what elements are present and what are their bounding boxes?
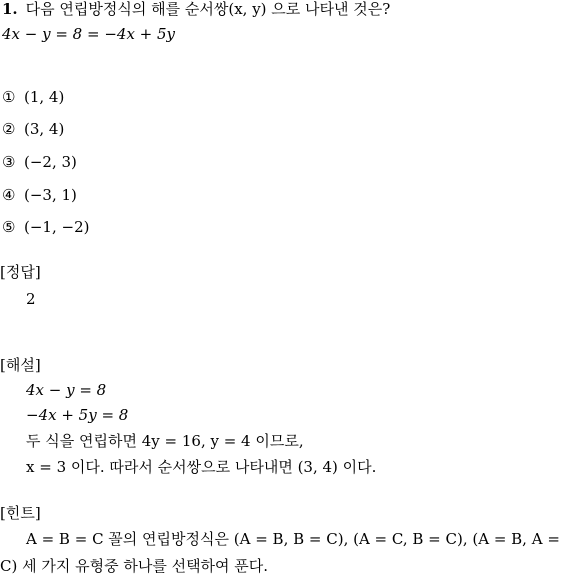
question-equation: 4x − y = 8 = −4x + 5y — [2, 25, 176, 43]
choice-1-mark: ① — [2, 88, 16, 106]
answer-value: 2 — [26, 290, 36, 308]
choice-5-value: (−1, −2) — [24, 218, 90, 236]
explanation-line-3: 두 식을 연립하면 4y = 16, y = 4 이므로, — [26, 432, 304, 450]
choice-3-mark: ③ — [2, 153, 16, 171]
question-number: 1. — [2, 0, 18, 18]
choice-4-mark: ④ — [2, 186, 16, 204]
choice-5[interactable] — [2, 218, 89, 237]
choice-2-mark: ② — [2, 120, 16, 138]
question-text: 다음 연립방정식의 해를 순서쌍(x, y) 으로 나타낸 것은? — [25, 0, 391, 18]
answer-label: [정답] — [0, 263, 41, 281]
choice-2[interactable] — [2, 120, 64, 139]
choice-4[interactable] — [2, 186, 77, 205]
explanation-line-1: 4x − y = 8 — [26, 381, 107, 399]
choice-2-value: (3, 4) — [24, 120, 65, 138]
hint-text: A = B = C 꼴의 연립방정식은 (A = B, B = C), (A = C, B = C), (A = B, A = C) 세 가지 유형중 하나를 선택하여 푼다. — [0, 530, 560, 575]
choice-5-mark: ⑤ — [2, 218, 16, 236]
choice-3-value: (−2, 3) — [24, 153, 77, 171]
choice-1-value: (1, 4) — [24, 88, 65, 106]
choice-4-value: (−3, 1) — [24, 186, 77, 204]
choice-1[interactable] — [2, 88, 64, 107]
choice-3[interactable] — [2, 153, 77, 172]
explanation-line-2: −4x + 5y = 8 — [26, 406, 129, 424]
question-header — [2, 0, 390, 19]
hint-label: [힌트] — [0, 504, 41, 522]
explanation-line-4: x = 3 이다. 따라서 순서쌍으로 나타내면 (3, 4) 이다. — [26, 458, 377, 476]
explanation-label: [해설] — [0, 356, 41, 374]
